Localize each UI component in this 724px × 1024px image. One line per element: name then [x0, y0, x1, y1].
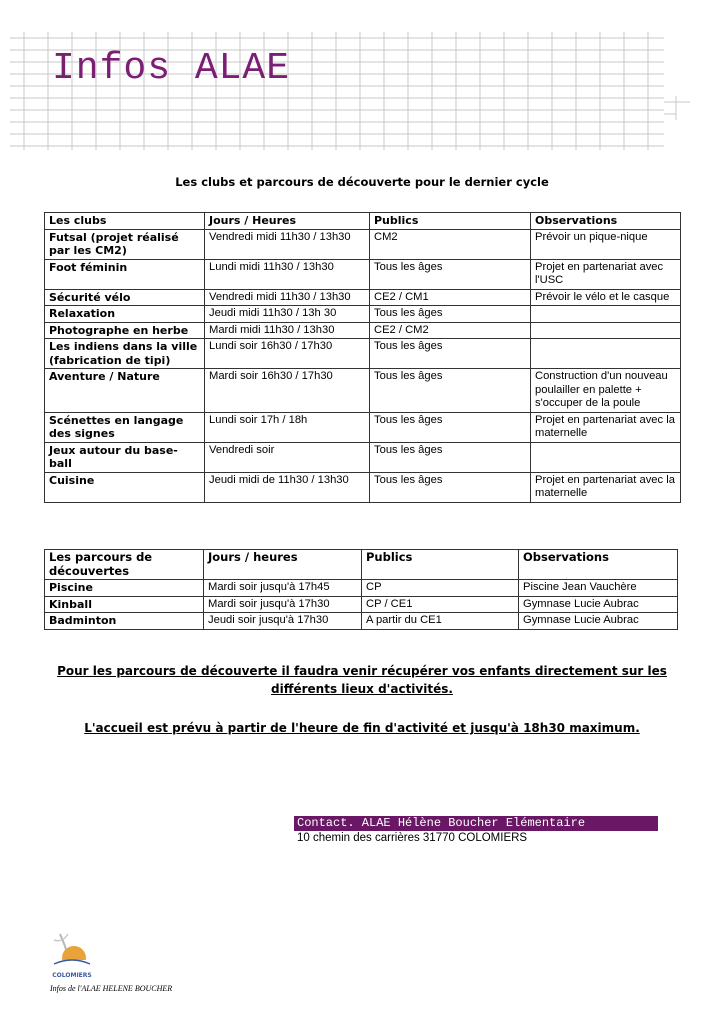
- parcours-cell: A partir du CE1: [362, 613, 519, 630]
- clubs-row: [45, 412, 681, 442]
- clubs-row: [45, 442, 681, 472]
- parcours-header-cell: Publics: [362, 550, 519, 580]
- parcours-row: [45, 613, 678, 630]
- clubs-cell: [531, 442, 681, 472]
- clubs-cell: [531, 306, 681, 323]
- page-title: Infos ALAE: [52, 47, 291, 90]
- clubs-cell: Vendredi soir: [205, 442, 370, 472]
- parcours-name: Piscine: [45, 580, 204, 597]
- parcours-row: [45, 596, 678, 613]
- club-name: Futsal (projet réalisé par les CM2): [45, 229, 205, 259]
- clubs-header-cell: Jours / Heures: [205, 213, 370, 230]
- parcours-cell: Mardi soir jusqu'à 17h30: [204, 596, 362, 613]
- clubs-cell: Tous les âges: [370, 442, 531, 472]
- clubs-header-cell: Publics: [370, 213, 531, 230]
- pickup-notice: Pour les parcours de découverte il faudra venir récupérer vos enfants directement sur les différents lieux d'activités.: [57, 664, 667, 696]
- parcours-header-cell: Observations: [519, 550, 678, 580]
- parcours-name: Badminton: [45, 613, 204, 630]
- parcours-row: [45, 580, 678, 597]
- clubs-header-row: [45, 213, 681, 230]
- logo-text: COLOMIERS: [52, 972, 92, 979]
- clubs-cell: CE2 / CM1: [370, 289, 531, 306]
- club-name: Jeux autour du base-ball: [45, 442, 205, 472]
- parcours-name: Kinball: [45, 596, 204, 613]
- parcours-cell: CP: [362, 580, 519, 597]
- parcours-cell: Gymnase Lucie Aubrac: [519, 596, 678, 613]
- club-name: Scénettes en langage des signes: [45, 412, 205, 442]
- clubs-cell: [531, 322, 681, 339]
- clubs-cell: Projet en partenariat avec la maternelle: [531, 412, 681, 442]
- clubs-cell: Prévoir un pique-nique: [531, 229, 681, 259]
- clubs-cell: Jeudi midi 11h30 / 13h 30: [205, 306, 370, 323]
- clubs-row: [45, 369, 681, 413]
- club-name: Sécurité vélo: [45, 289, 205, 306]
- club-name: Photographe en herbe: [45, 322, 205, 339]
- parcours-header-cell: Les parcours de découvertes: [45, 550, 204, 580]
- parcours-cell: Piscine Jean Vauchère: [519, 580, 678, 597]
- clubs-cell: CE2 / CM2: [370, 322, 531, 339]
- clubs-cell: Lundi midi 11h30 / 13h30: [205, 259, 370, 289]
- club-name: Les indiens dans la ville (fabrication de tipi): [45, 339, 205, 369]
- clubs-row: [45, 339, 681, 369]
- club-name: Foot féminin: [45, 259, 205, 289]
- clubs-cell: Tous les âges: [370, 472, 531, 502]
- clubs-header-cell: Les clubs: [45, 213, 205, 230]
- clubs-header-cell: Observations: [531, 213, 681, 230]
- clubs-row: [45, 289, 681, 306]
- clubs-cell: CM2: [370, 229, 531, 259]
- clubs-cell: Mardi soir 16h30 / 17h30: [205, 369, 370, 413]
- club-name: Aventure / Nature: [45, 369, 205, 413]
- clubs-cell: Tous les âges: [370, 339, 531, 369]
- parcours-header-cell: Jours / heures: [204, 550, 362, 580]
- club-name: Relaxation: [45, 306, 205, 323]
- clubs-row: [45, 259, 681, 289]
- parcours-cell: CP / CE1: [362, 596, 519, 613]
- clubs-row: [45, 472, 681, 502]
- clubs-cell: Tous les âges: [370, 369, 531, 413]
- club-name: Cuisine: [45, 472, 205, 502]
- clubs-cell: Construction d'un nouveau poulailler en palette + s'occuper de la poule: [531, 369, 681, 413]
- clubs-cell: Tous les âges: [370, 412, 531, 442]
- contact-address: 10 chemin des carrières 31770 COLOMIERS: [297, 832, 528, 844]
- clubs-table: [44, 212, 681, 503]
- clubs-cell: Lundi soir 16h30 / 17h30: [205, 339, 370, 369]
- clubs-cell: Lundi soir 17h / 18h: [205, 412, 370, 442]
- clubs-row: [45, 229, 681, 259]
- clubs-cell: Tous les âges: [370, 259, 531, 289]
- clubs-cell: Vendredi midi 11h30 / 13h30: [205, 229, 370, 259]
- clubs-cell: Vendredi midi 11h30 / 13h30: [205, 289, 370, 306]
- clubs-cell: Projet en partenariat avec la maternelle: [531, 472, 681, 502]
- parcours-cell: Jeudi soir jusqu'à 17h30: [204, 613, 362, 630]
- colomiers-logo: [46, 930, 98, 984]
- parcours-table: [44, 549, 678, 630]
- footer-caption: Infos de l'ALAE HELENE BOUCHER: [50, 984, 173, 993]
- parcours-header-row: [45, 550, 678, 580]
- contact-label: Contact. ALAE Hélène Boucher Elémentaire: [294, 816, 658, 831]
- clubs-cell: [531, 339, 681, 369]
- parcours-cell: Gymnase Lucie Aubrac: [519, 613, 678, 630]
- reception-notice: L'accueil est prévu à partir de l'heure de fin d'activité et jusqu'à 18h30 maximum.: [84, 721, 640, 735]
- parcours-cell: Mardi soir jusqu'à 17h45: [204, 580, 362, 597]
- clubs-cell: Projet en partenariat avec l'USC: [531, 259, 681, 289]
- subtitle: Les clubs et parcours de découverte pour le dernier cycle: [175, 175, 549, 189]
- clubs-cell: Jeudi midi de 11h30 / 13h30: [205, 472, 370, 502]
- clubs-row: [45, 306, 681, 323]
- clubs-cell: Mardi midi 11h30 / 13h30: [205, 322, 370, 339]
- clubs-row: [45, 322, 681, 339]
- clubs-cell: Tous les âges: [370, 306, 531, 323]
- clubs-cell: Prévoir le vélo et le casque: [531, 289, 681, 306]
